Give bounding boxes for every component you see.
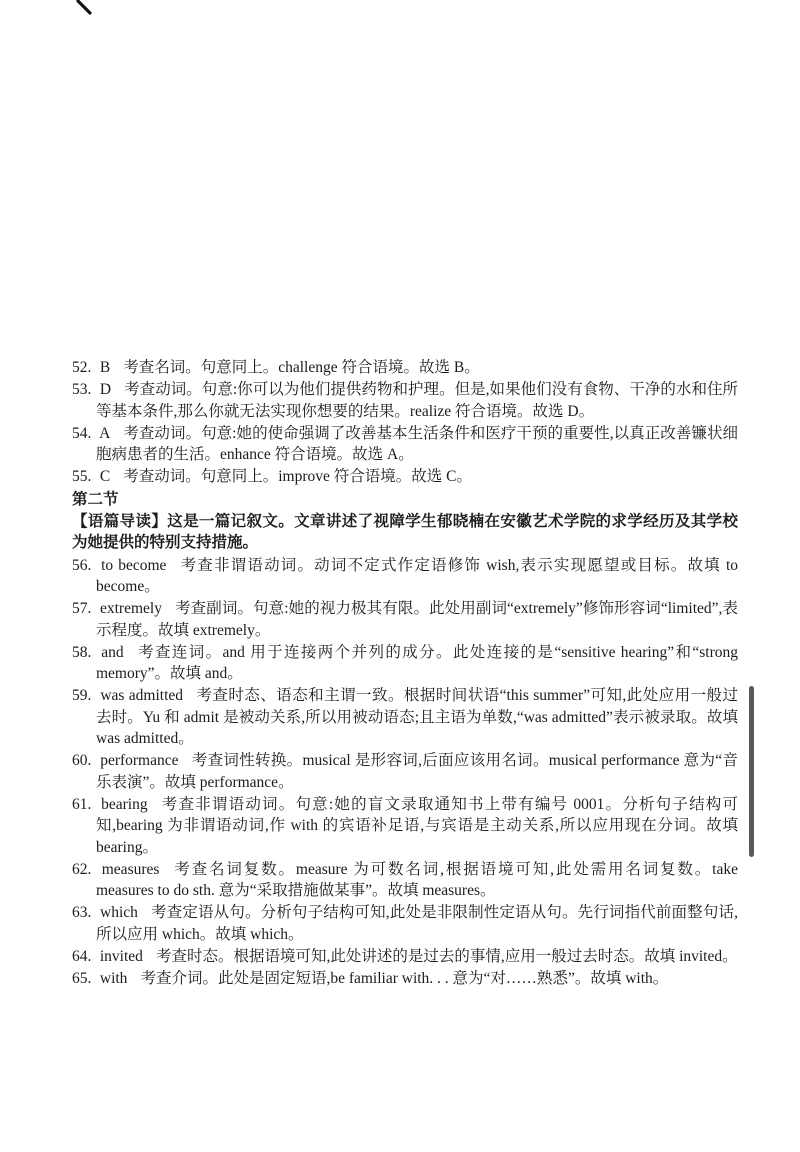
item-answer: to become [101,556,167,574]
answer-item [72,859,738,902]
item-answer: which [100,904,138,922]
answer-item [72,466,738,487]
item-explanation: 考查介词。此处是固定短语,be familiar with. . . 意为“对……熟悉”。故填 with。 [140,970,669,988]
item-answer: performance [100,752,179,770]
item-number: 55. [72,468,92,486]
answer-item [72,750,738,793]
item-number: 59. [72,687,92,705]
item-explanation: 考查动词。句意同上。improve 符合语境。故选 C。 [123,468,472,486]
scrollbar-thumb[interactable] [749,686,754,857]
passage-intro-text: 这是一篇记叙文。文章讲述了视障学生郁晓楠在安徽艺术学院的求学经历及其学校为她提供的特别支持措施。 [72,513,738,552]
item-explanation: 考查副词。句意:她的视力极其有限。此处用副词“extremely”修饰形容词“limited”,表示程度。故填 extremely。 [96,600,739,639]
item-explanation: 考查时态。根据语境可知,此处讲述的是过去的事情,应用一般过去时态。故填 invited。 [155,948,738,966]
item-number: 56. [72,556,92,574]
item-number: 60. [72,752,92,770]
answer-item [72,379,738,422]
answer-item [72,642,738,685]
answer-item [72,968,738,989]
item-number: 63. [72,904,92,922]
item-answer: D [99,381,112,399]
item-explanation: 考查动词。句意:你可以为他们提供药物和护理。但是,如果他们没有食物、干净的水和住所等基本条件,那么你就无法实现你想要的结果。realize 符合语境。故选 D。 [96,381,738,420]
item-number: 57. [72,600,92,618]
answer-item [72,357,738,378]
item-number: 65. [72,970,92,988]
item-explanation: 考查名词复数。measure 为可数名词,根据语境可知,此处需用名词复数。take measures to do sth. 意为“采取措施做某事”。故填 measures。 [96,860,738,900]
item-number: 62. [72,860,92,878]
item-number: 58. [72,643,92,661]
item-answer: and [101,643,124,661]
item-explanation: 考查连词。and 用于连接两个并列的成分。此处连接的是“sensitive hearing”和“strong memory”。故填 and。 [96,643,739,683]
answer-item [72,946,738,967]
item-number: 52. [72,359,92,376]
item-explanation: 考查非谓语动词。动词不定式作定语修饰 wish,表示实现愿望或目标。故填 to become。 [96,556,738,595]
item-answer: was admitted [100,687,184,705]
answer-item [72,555,738,598]
item-number: 54. [72,424,92,442]
passage-intro-label: 【语篇导读】 [72,513,168,531]
section-heading: 第二节 [72,490,119,508]
answer-item [72,423,738,466]
item-explanation: 考查时态、语态和主谓一致。根据时间状语“this summer”可知,此处应用一般过去时。Yu 和 admit 是被动关系,所以用被动语态;且主语为单数,“was admitted”表示被录取。故填 was admitted。 [96,687,739,748]
item-explanation: 考查名词。句意同上。challenge 符合语境。故选 B。 [123,359,480,376]
answer-key-content [72,357,738,991]
item-answer: with [99,970,128,988]
item-number: 53. [72,381,92,399]
item-answer: invited [99,948,143,966]
item-explanation: 考查动词。句意:她的使命强调了改善基本生活条件和医疗干预的重要性,以真正改善镰状细胞病患者的生活。enhance 符合语境。故选 A。 [96,424,738,464]
item-explanation: 考查词性转换。musical 是形容词,后面应该用名词。musical performance 意为“音乐表演”。故填 performance。 [96,752,738,791]
item-answer: B [99,359,111,376]
item-explanation: 考查定语从句。分析句子结构可知,此处是非限制性定语从句。先行词指代前面整句话,所以应用 which。故填 which。 [96,904,738,943]
passage-intro [72,511,738,554]
answer-item [72,794,738,858]
item-answer: measures [101,860,160,878]
item-answer: C [99,468,111,486]
item-answer: extremely [99,600,162,618]
item-number: 64. [72,948,92,966]
answer-item [72,685,738,749]
item-answer: bearing [101,795,148,813]
pen-stroke-mark [74,0,98,18]
item-number: 61. [72,795,92,813]
item-explanation: 考查非谓语动词。句意:她的盲文录取通知书上带有编号 0001。分析句子结构可知,bearing 为非谓语动词,作 with 的宾语补足语,与宾语是主动关系,所以应用现在分词。故填 bearing。 [96,795,739,856]
answer-item [72,902,738,945]
answer-item [72,598,738,641]
item-answer: A [99,424,111,442]
